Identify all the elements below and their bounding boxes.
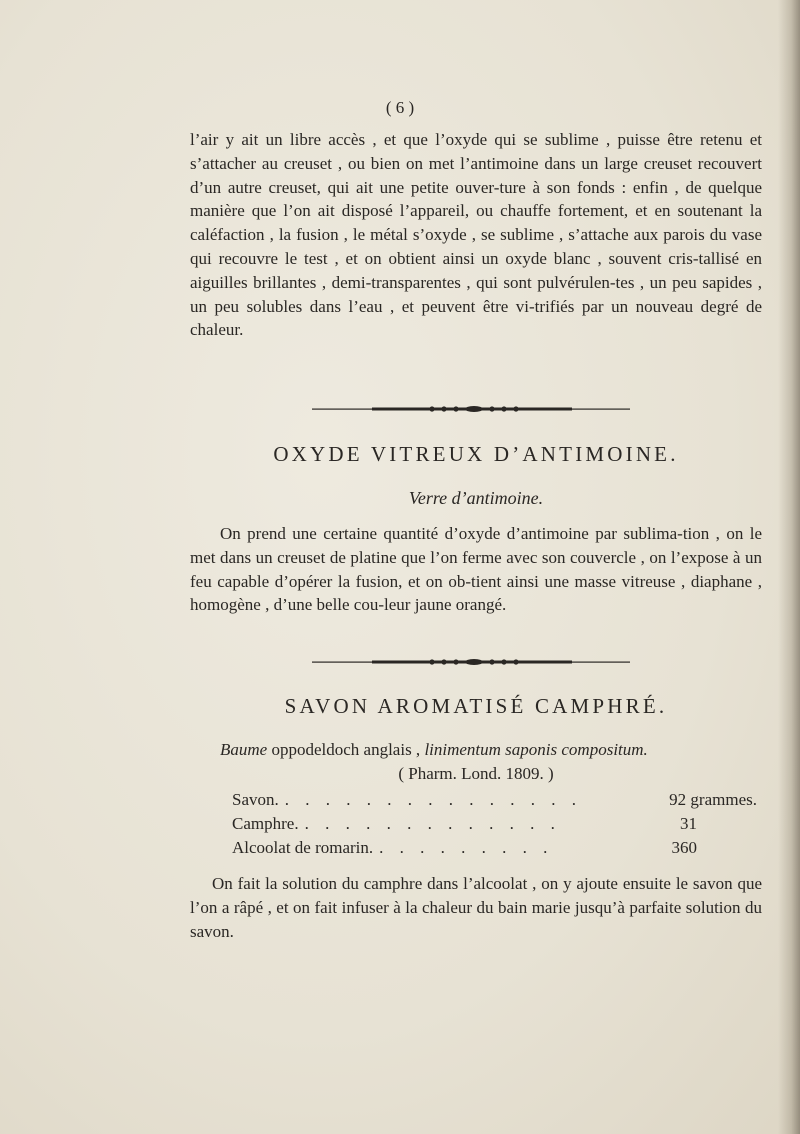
intro-plain: oppodeldoch anglais , — [267, 740, 425, 759]
section-subtitle-verre: Verre d’antimoine. — [408, 488, 544, 508]
section-title-savon: SAVON AROMATISÉ CAMPHRÉ. — [284, 694, 668, 718]
ingredient-name: Alcoolat de romarin. — [232, 838, 374, 857]
intro-italic-linimentum: linimentum saponis compositum. — [424, 740, 648, 759]
ingredient-row — [232, 788, 757, 812]
page-number: ( 6 ) — [385, 98, 415, 117]
ingredient-quantity: 92 grammes. — [669, 790, 757, 809]
recipe-instructions: On fait la solution du camphre dans l’alcoolat , on y ajoute ensuite le savon que l’on a râpé , et on fait infuser à la chaleur du bain marie jusqu’à parfaite solution du savon. — [190, 874, 762, 941]
ingredient-quantity: 360 — [671, 838, 697, 857]
paragraph-verre-antimoine: On prend une certaine quantité d’oxyde d’antimoine par sublima-tion , on le met dans un creuset de platine que l’on ferme avec son couvercle , on l’expose à un feu capable d’opérer la fusion, et on ob-tient ainsi une masse vitreuse , diaphane , homogène , d’une belle cou-leur jaune orangé. — [190, 524, 762, 615]
paragraph-antimony-sublimation: l’air y ait un libre accès , et que l’oxyde qui se sublime , puisse être retenu et s’attacher au creuset , ou bien on met l’antimoine dans un large creuset recouvert d’un autre creuset, qui ait une petite ouver-ture à son fonds : enfin , de quelque manière que l’on ait disposé l’appareil, ou chauffe fortement, et en soutenant la caléfaction , la fusion , le métal s’oxyde , se sublime , s’attache aux parois du vase qui recouvre le test , et on obtient ainsi un oxyde blanc , souvent cris-tallisé en aiguilles brillantes , demi-transparentes , qui sont pulvérulen-tes , un peu sapides , un peu solubles dans l’eau , et peuvent être vi-trifiés par un nouveau degré de chaleur. — [190, 130, 762, 340]
intro-italic-baume: Baume — [220, 740, 268, 759]
ingredient-list — [232, 788, 757, 860]
ingredient-name: Savon. — [232, 790, 279, 809]
ingredient-row — [232, 812, 757, 836]
ornamental-rule-2 — [312, 659, 630, 665]
pharmacopoeia-reference: ( Pharm. Lond. 1809. ) — [398, 764, 554, 783]
section-title-oxyde-vitreux: OXYDE VITREUX D’ANTIMOINE. — [273, 442, 679, 466]
leader-dots: . . . . . . . . . . . . . . . — [284, 790, 582, 809]
ingredient-name: Camphre. — [232, 814, 299, 833]
leader-dots: . . . . . . . . . — [379, 838, 554, 857]
leader-dots: . . . . . . . . . . . . . — [304, 814, 561, 833]
page-edge-shadow — [778, 0, 800, 1134]
ingredient-row — [232, 836, 757, 860]
recipe-intro — [190, 738, 762, 762]
ornamental-rule-1 — [312, 406, 630, 412]
ingredient-quantity: 31 — [680, 814, 697, 833]
